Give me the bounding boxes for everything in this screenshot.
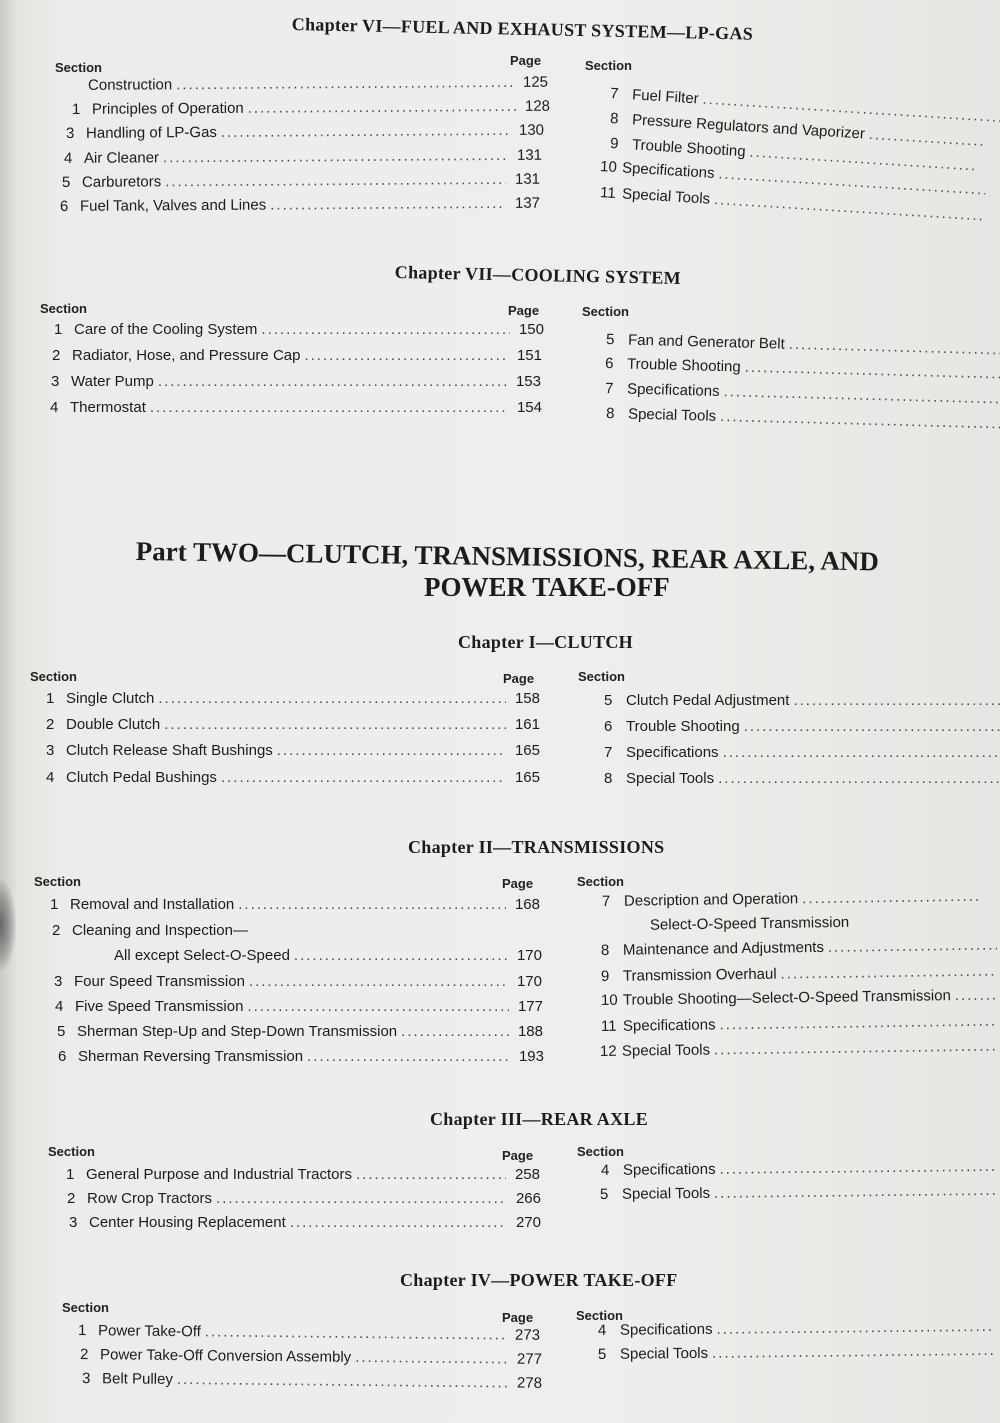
section-title: Specifications: [619, 1320, 713, 1339]
toc-entry-right: [600, 1182, 1000, 1208]
section-header: Section: [40, 301, 87, 316]
section-header: Section: [34, 874, 81, 889]
toc-entry-right: [604, 692, 1000, 714]
page-number: 193: [518, 1048, 544, 1065]
section-number: 2: [79, 1346, 89, 1364]
toc-entry-right: [601, 962, 1000, 990]
section-number: 3: [46, 742, 55, 759]
toc-entry: [69, 1214, 541, 1236]
dot-leader: [719, 1012, 997, 1033]
section-title: Cleaning and Inspection—: [72, 922, 248, 939]
dot-leader: [304, 347, 508, 364]
dot-leader: [793, 692, 1000, 709]
dot-leader: [868, 126, 986, 150]
page-header: Page: [510, 53, 542, 68]
page-number: 150: [518, 321, 544, 338]
dot-leader: [307, 1048, 510, 1065]
section-title: Specifications: [626, 744, 719, 761]
section-header: Section: [62, 1300, 109, 1315]
section-number: 5: [597, 1345, 607, 1363]
dot-leader: [249, 973, 508, 990]
section-header-right: Section: [585, 58, 632, 73]
section-number: 2: [52, 347, 61, 364]
toc-entry: [46, 716, 540, 738]
toc-entry: [50, 399, 542, 421]
dot-leader: [247, 998, 509, 1015]
section-title: Belt Pulley: [101, 1370, 173, 1388]
section-number: 1: [50, 896, 59, 913]
section-title: Special Tools: [621, 1041, 711, 1060]
page-number: 277: [516, 1350, 543, 1368]
section-title: Special Tools: [627, 405, 717, 425]
section-number: 10: [600, 991, 618, 1009]
section-number: 8: [604, 770, 613, 787]
section-title: Carburetors: [81, 173, 162, 191]
binding-shadow: [0, 880, 16, 970]
section-title: Row Crop Tractors: [87, 1190, 213, 1207]
dot-leader: [802, 888, 978, 907]
toc-entry: [78, 1322, 540, 1349]
toc-entry: [94, 947, 542, 969]
section-title: Trouble Shooting: [631, 136, 747, 161]
section-number: 1: [46, 690, 55, 707]
toc-entry: [54, 321, 544, 343]
toc-entry-right: [601, 936, 1000, 964]
section-number: 6: [604, 718, 613, 735]
section-number: 2: [52, 922, 61, 939]
toc-entry: [67, 1190, 541, 1212]
section-title: Fuel Filter: [631, 86, 700, 108]
section-title: Specifications: [622, 1160, 716, 1179]
page-header: Page: [503, 671, 535, 686]
toc-entry: [66, 1166, 540, 1188]
section-title: Trouble Shooting—Select-O-Speed Transmission: [622, 987, 951, 1009]
section-number: 7: [601, 892, 611, 910]
section-title: Specifications: [622, 1016, 716, 1035]
section-number: 1: [66, 1166, 75, 1183]
page-number: 128: [524, 97, 551, 115]
section-title: Trouble Shooting: [626, 718, 740, 735]
page-number: 168: [514, 896, 540, 913]
section-number: 8: [605, 405, 615, 423]
section-title: Handling of LP-Gas: [85, 123, 217, 142]
section-header-right: Section: [582, 304, 629, 319]
dot-leader: [723, 383, 1000, 407]
section-title: Fan and Generator Belt: [627, 331, 785, 353]
section-number: 10: [599, 158, 618, 177]
section-title: Four Speed Transmission: [74, 973, 245, 990]
section-number: 3: [65, 124, 75, 142]
toc-entry-right: [601, 986, 1000, 1014]
section-title: General Purpose and Industrial Tractors: [86, 1166, 352, 1183]
page-header: Page: [508, 303, 540, 318]
toc-entry: [46, 742, 540, 764]
section-header-right: Section: [576, 1308, 623, 1323]
section-title: Transmission Overhaul: [622, 965, 777, 985]
dot-leader: [401, 1023, 509, 1040]
page-number: 153: [515, 373, 541, 390]
section-number: 4: [50, 399, 59, 416]
dot-leader: [248, 98, 516, 117]
section-title: Principles of Operation: [91, 99, 244, 118]
toc-entry: [57, 1023, 543, 1045]
section-number: 7: [604, 380, 614, 398]
section-number: 3: [54, 973, 63, 990]
dot-leader: [177, 1371, 508, 1391]
dot-leader: [714, 1182, 996, 1202]
page-number: 258: [514, 1166, 540, 1183]
dot-leader: [164, 716, 506, 733]
section-number: 5: [57, 1023, 66, 1040]
section-title: Construction: [87, 76, 173, 94]
toc-entry: [58, 1048, 544, 1070]
section-number: 9: [600, 967, 610, 985]
toc-entry: [54, 973, 542, 995]
section-title: Special Tools: [621, 1184, 711, 1203]
section-title: Air Cleaner: [83, 149, 160, 167]
section-number: 4: [600, 1161, 610, 1179]
dot-leader: [719, 1158, 997, 1178]
section-header: Section: [30, 669, 77, 684]
section-number: 9: [609, 135, 619, 153]
dot-leader: [723, 744, 1000, 761]
section-number: 4: [46, 769, 55, 786]
toc-entry: [80, 1346, 542, 1373]
section-title: Water Pump: [71, 373, 154, 390]
toc-entry-right: [600, 1037, 1000, 1065]
toc-entry-right: [628, 912, 968, 939]
page-number: 188: [517, 1023, 543, 1040]
toc-entry: [46, 690, 540, 712]
dot-leader: [714, 1037, 996, 1058]
part-title-line1: Part TWO—CLUTCH, TRANSMISSIONS, REAR AXLE, AND: [135, 536, 880, 577]
section-title: Single Clutch: [66, 690, 155, 707]
section-number: 12: [599, 1042, 617, 1060]
page-number: 161: [514, 716, 540, 733]
dot-leader: [158, 690, 506, 707]
page-number: 170: [516, 947, 542, 964]
dot-leader: [238, 896, 506, 913]
page-header: Page: [502, 876, 534, 891]
section-number: 2: [67, 1190, 76, 1207]
section-number: 1: [71, 100, 81, 118]
section-title: All except Select-O-Speed: [114, 947, 290, 964]
section-number: 4: [63, 149, 73, 167]
toc-entry: [51, 373, 541, 395]
toc-entry: [50, 896, 540, 918]
section-title: Thermostat: [70, 399, 146, 416]
section-title: Sherman Step-Up and Step-Down Transmission: [77, 1023, 398, 1040]
section-number: 7: [604, 744, 613, 761]
page-number: 170: [516, 973, 542, 990]
section-header: Section: [55, 60, 102, 75]
dot-leader: [221, 769, 506, 786]
dot-leader: [277, 742, 506, 759]
section-title: Clutch Pedal Bushings: [66, 769, 217, 786]
dot-leader: [216, 1190, 507, 1207]
section-header-right: Section: [577, 1144, 624, 1159]
section-title: Select-O-Speed Transmission: [649, 913, 850, 934]
toc-entry: [52, 922, 542, 944]
page-number: 177: [517, 998, 543, 1015]
toc-entry: [64, 147, 542, 172]
dot-leader: [294, 947, 508, 964]
dot-leader: [789, 336, 1000, 359]
chapter-title: Chapter VII—COOLING SYSTEM: [394, 262, 682, 288]
section-title: Radiator, Hose, and Pressure Cap: [72, 347, 301, 364]
section-title: Description and Operation: [623, 890, 799, 910]
dot-leader: [781, 962, 998, 982]
section-title: Special Tools: [621, 185, 711, 208]
dot-leader: [158, 373, 507, 390]
section-number: 6: [59, 197, 69, 215]
section-title: Pressure Regulators and Vaporizer: [631, 111, 866, 143]
section-title: Removal and Installation: [70, 896, 235, 913]
dot-leader: [828, 936, 997, 955]
page-number: 125: [522, 73, 549, 91]
section-title: Specifications: [626, 380, 720, 400]
chapter-title: Chapter I—CLUTCH: [458, 632, 633, 652]
page-number: 266: [515, 1190, 541, 1207]
toc-entry-right: [604, 744, 1000, 766]
toc-entry-right: [598, 1318, 998, 1344]
page-number: 273: [514, 1326, 541, 1344]
dot-leader: [205, 1323, 506, 1343]
section-number: 5: [61, 173, 71, 191]
dot-leader: [163, 147, 508, 166]
section-title: Clutch Pedal Adjustment: [626, 692, 790, 709]
section-number: 5: [604, 692, 613, 709]
dot-leader: [718, 770, 1000, 787]
dot-leader: [165, 171, 506, 190]
toc-entry-right: [604, 718, 1000, 740]
section-number: 3: [81, 1370, 91, 1388]
page-number: 165: [514, 742, 540, 759]
section-number: 7: [609, 85, 619, 103]
page-number: 154: [516, 399, 542, 416]
section-header-right: Section: [578, 669, 625, 684]
page-number: 137: [514, 194, 541, 212]
toc-entry: [46, 769, 540, 791]
section-header: Section: [48, 1144, 95, 1159]
section-number: 8: [600, 941, 610, 959]
dot-leader: [712, 1342, 994, 1362]
toc-entry-right: [598, 1342, 998, 1368]
section-header-right: Section: [577, 874, 624, 889]
chapter-title: Chapter IV—POWER TAKE-OFF: [400, 1270, 678, 1290]
section-title: Specifications: [621, 159, 716, 182]
dot-leader: [290, 1214, 507, 1231]
section-title: Five Speed Transmission: [75, 998, 244, 1015]
section-title: Power Take-Off: [97, 1322, 201, 1341]
page-number: 158: [514, 690, 540, 707]
section-title: Special Tools: [626, 770, 715, 787]
dot-leader: [261, 321, 510, 338]
section-number: 6: [58, 1048, 67, 1065]
section-title: Sherman Reversing Transmission: [78, 1048, 304, 1065]
dot-leader: [221, 122, 510, 141]
dot-leader: [356, 1166, 506, 1183]
toc-entry: [66, 122, 544, 147]
toc-entry: [82, 1370, 542, 1397]
section-title: Clutch Release Shaft Bushings: [66, 742, 273, 759]
page-number: 270: [515, 1214, 541, 1231]
page-number: 278: [516, 1374, 543, 1392]
section-number: 5: [605, 331, 615, 349]
toc-entry-right: [602, 888, 982, 915]
dot-leader: [744, 718, 1000, 735]
section-number: 2: [46, 716, 55, 733]
toc-entry-right: [601, 1012, 1000, 1040]
section-title: Double Clutch: [66, 716, 161, 733]
toc-entry-right: [604, 770, 1000, 792]
section-number: 1: [54, 321, 63, 338]
page-number: 131: [516, 146, 543, 164]
dot-leader: [720, 408, 1000, 432]
section-number: 4: [55, 998, 64, 1015]
part-title-line2: POWER TAKE-OFF: [424, 572, 670, 602]
section-title: Trouble Shooting: [626, 355, 741, 376]
section-title: Fuel Tank, Valves and Lines: [79, 196, 267, 215]
toc-entry: [55, 998, 543, 1020]
section-number: 8: [609, 110, 619, 128]
chapter-title: Chapter II—TRANSMISSIONS: [408, 837, 665, 857]
section-title: Maintenance and Adjustments: [622, 938, 825, 959]
dot-leader: [270, 195, 506, 214]
section-number: 1: [77, 1322, 87, 1340]
dot-leader: [955, 986, 997, 1004]
section-number: 3: [69, 1214, 78, 1231]
section-title: Care of the Cooling System: [74, 321, 258, 338]
dot-leader: [150, 399, 508, 416]
section-number: 11: [600, 1017, 617, 1035]
dot-leader: [176, 74, 514, 93]
page-header: Page: [502, 1310, 534, 1325]
section-title: Special Tools: [619, 1344, 709, 1363]
chapter-title: Chapter VI—FUEL AND EXHAUST SYSTEM—LP-GAS: [291, 14, 754, 44]
section-number: 6: [604, 355, 614, 373]
page-header: Page: [502, 1148, 534, 1163]
section-number: 11: [599, 184, 617, 202]
dot-leader: [355, 1349, 508, 1368]
toc-entry: [72, 98, 550, 123]
dot-leader: [716, 1318, 994, 1338]
page-number: 151: [516, 347, 542, 364]
toc-entry: [62, 171, 540, 196]
page-number: 165: [514, 769, 540, 786]
toc-entry: [52, 347, 542, 369]
section-number: 5: [599, 1185, 609, 1203]
page-number: 131: [514, 170, 541, 188]
toc-entry: [60, 195, 540, 220]
toc-entry-right: [601, 1158, 1000, 1184]
section-number: 3: [51, 373, 60, 390]
section-title: Power Take-Off Conversion Assembly: [99, 1346, 352, 1366]
page-number: 130: [518, 121, 545, 139]
section-number: 4: [597, 1321, 607, 1339]
section-title: Center Housing Replacement: [89, 1214, 286, 1231]
chapter-title: Chapter III—REAR AXLE: [430, 1109, 649, 1129]
toc-entry: [68, 74, 548, 99]
